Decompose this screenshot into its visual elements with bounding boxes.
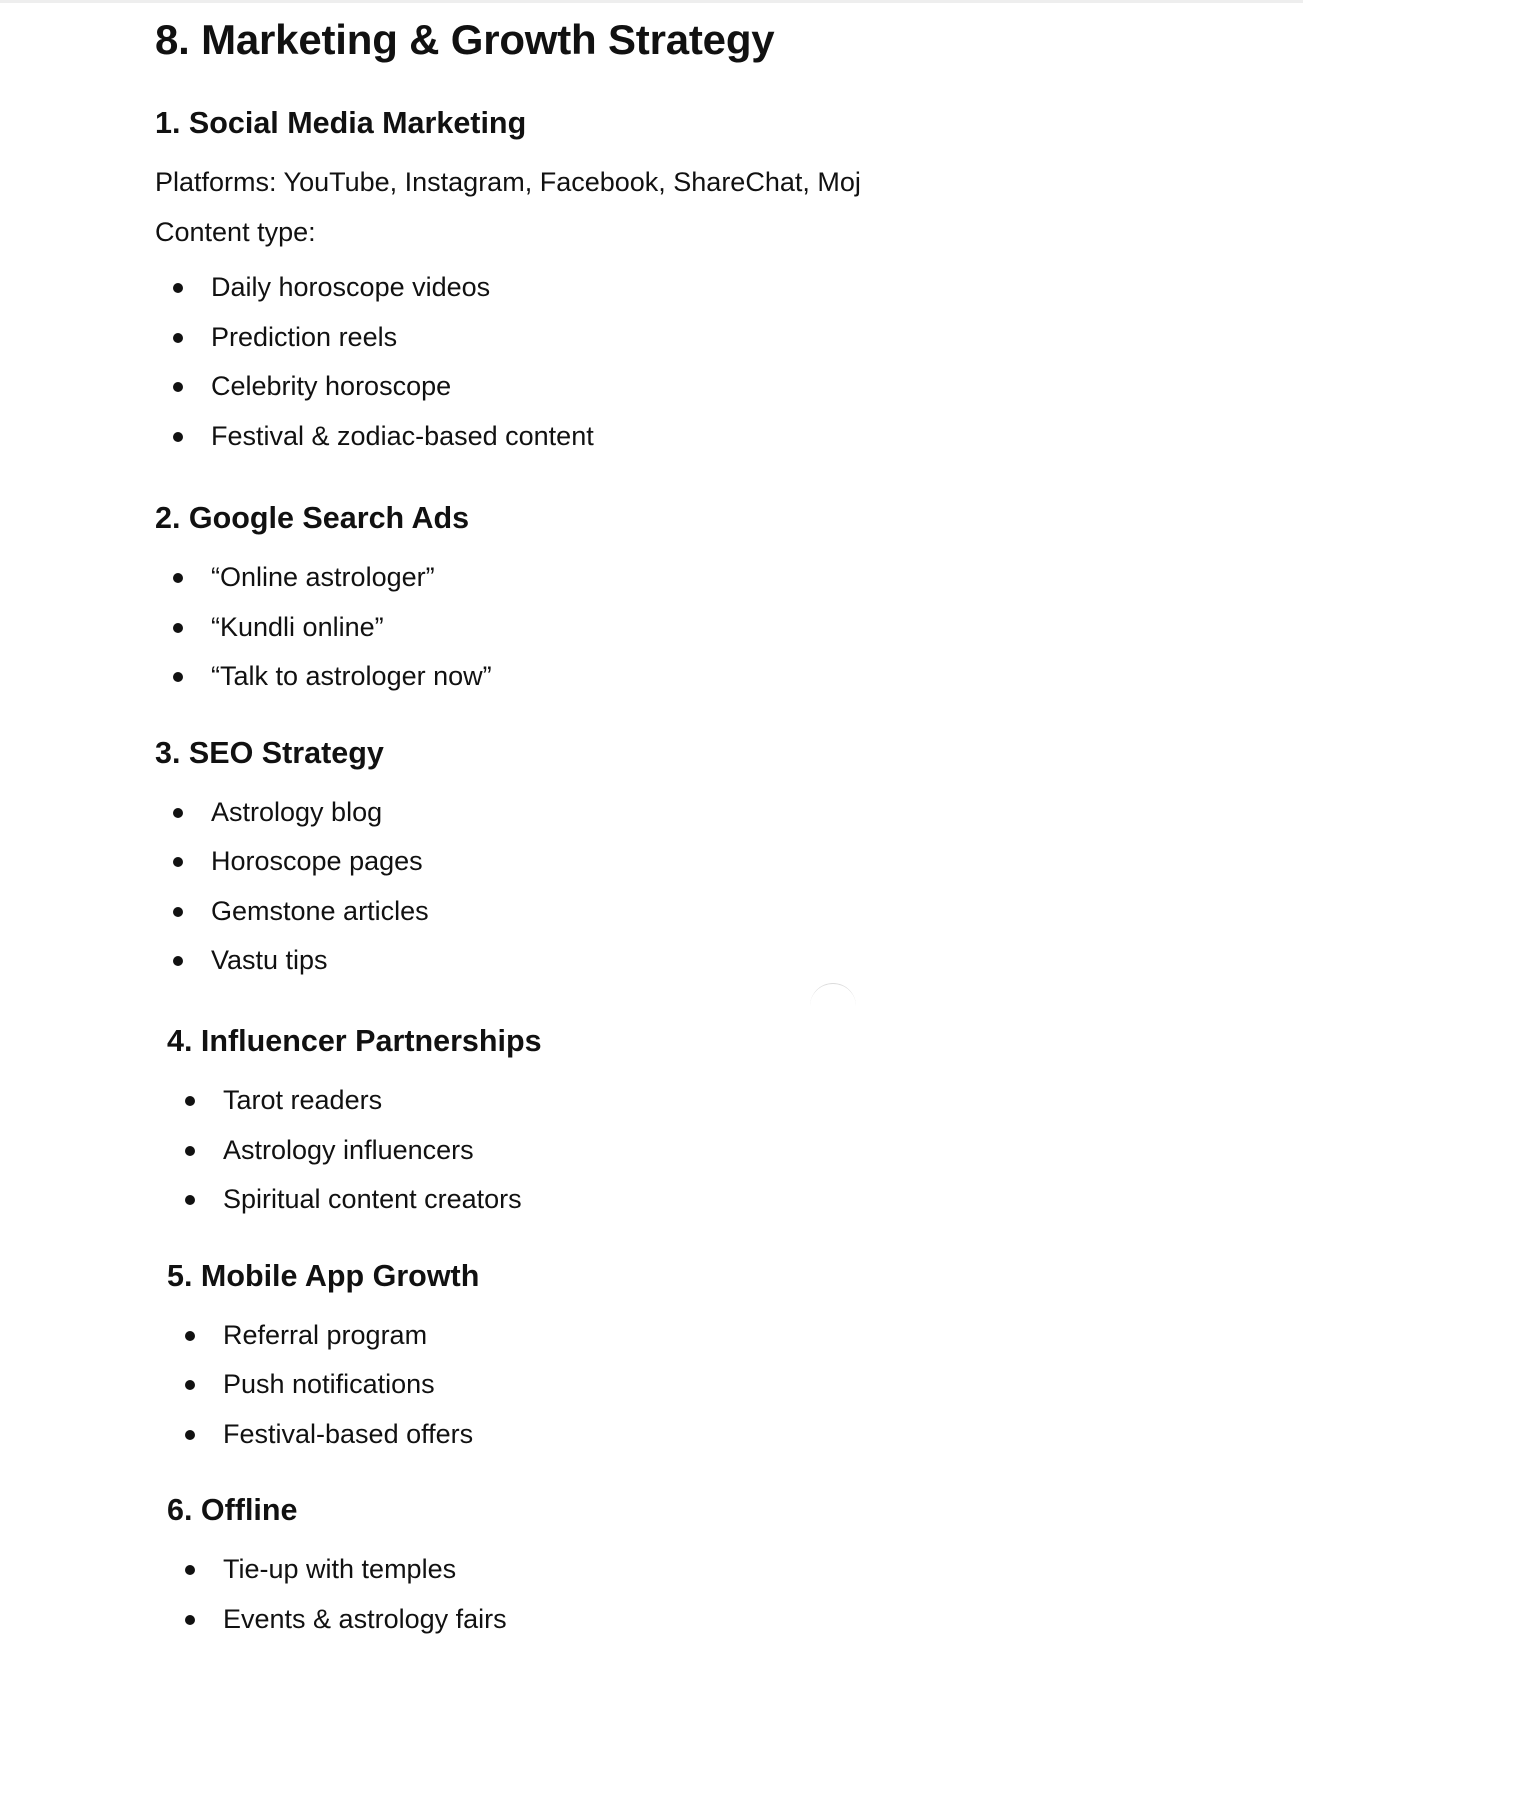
bullet-icon xyxy=(185,1146,195,1156)
list-item: Spiritual content creators xyxy=(167,1175,1267,1225)
bullet-icon xyxy=(185,1565,195,1575)
list-item: Celebrity horoscope xyxy=(155,362,1255,412)
bullet-icon xyxy=(185,1430,195,1440)
platforms-line: Platforms: YouTube, Instagram, Facebook, ShareChat, Moj xyxy=(155,167,861,197)
list-item: Events & astrology fairs xyxy=(167,1595,1267,1645)
bullet-list xyxy=(167,1545,1267,1644)
bullet-icon xyxy=(173,333,183,343)
document-part-2 xyxy=(167,1020,1267,1674)
document-part-1 xyxy=(155,12,1255,986)
bullet-list xyxy=(155,263,1255,461)
bullet-icon xyxy=(173,808,183,818)
section-heading: 6. Offline xyxy=(167,1493,298,1527)
section-social-media xyxy=(155,102,1255,461)
bullet-list xyxy=(155,553,1255,702)
bullet-icon xyxy=(173,382,183,392)
bullet-icon xyxy=(185,1615,195,1625)
bullet-list xyxy=(167,1311,1267,1460)
list-item: Gemstone articles xyxy=(155,887,1255,937)
bullet-icon xyxy=(185,1331,195,1341)
bullet-icon xyxy=(173,956,183,966)
bullet-icon xyxy=(173,857,183,867)
bullet-icon xyxy=(185,1195,195,1205)
list-item: “Talk to astrologer now” xyxy=(155,652,1255,702)
bullet-icon xyxy=(173,283,183,293)
bullet-icon xyxy=(185,1380,195,1390)
section-heading: 3. SEO Strategy xyxy=(155,735,384,770)
list-item: Referral program xyxy=(167,1311,1267,1361)
list-item: “Online astrologer” xyxy=(155,553,1255,603)
section-heading: 5. Mobile App Growth xyxy=(167,1258,480,1293)
list-item: Horoscope pages xyxy=(155,837,1255,887)
list-item: Tarot readers xyxy=(167,1076,1267,1126)
bullet-icon xyxy=(173,672,183,682)
bullet-list xyxy=(167,1076,1267,1225)
top-divider xyxy=(0,0,1303,3)
bullet-icon xyxy=(185,1096,195,1106)
list-item: Tie-up with temples xyxy=(167,1545,1267,1595)
list-item: “Kundli online” xyxy=(155,603,1255,653)
list-item: Vastu tips xyxy=(155,936,1255,986)
section-google-ads xyxy=(155,497,1255,702)
section-mobile-app-growth xyxy=(167,1255,1267,1460)
section-heading: 1. Social Media Marketing xyxy=(155,106,527,140)
section-heading: 4. Influencer Partnerships xyxy=(167,1024,542,1058)
section-influencers xyxy=(167,1020,1267,1225)
list-item: Festival & zodiac-based content xyxy=(155,412,1255,462)
bullet-icon xyxy=(173,573,183,583)
section-seo xyxy=(155,732,1255,986)
content-type-label: Content type: xyxy=(155,216,316,247)
page-title: 8. Marketing & Growth Strategy xyxy=(155,16,775,63)
section-heading: 2. Google Search Ads xyxy=(155,501,470,535)
bullet-list xyxy=(155,788,1255,986)
section-offline xyxy=(167,1489,1267,1644)
list-item: Astrology influencers xyxy=(167,1126,1267,1176)
list-item: Prediction reels xyxy=(155,313,1255,363)
bullet-icon xyxy=(173,907,183,917)
list-item: Astrology blog xyxy=(155,788,1255,838)
bullet-icon xyxy=(173,623,183,633)
list-item: Daily horoscope videos xyxy=(155,263,1255,313)
list-item: Push notifications xyxy=(167,1360,1267,1410)
list-item: Festival-based offers xyxy=(167,1410,1267,1460)
bullet-icon xyxy=(173,432,183,442)
